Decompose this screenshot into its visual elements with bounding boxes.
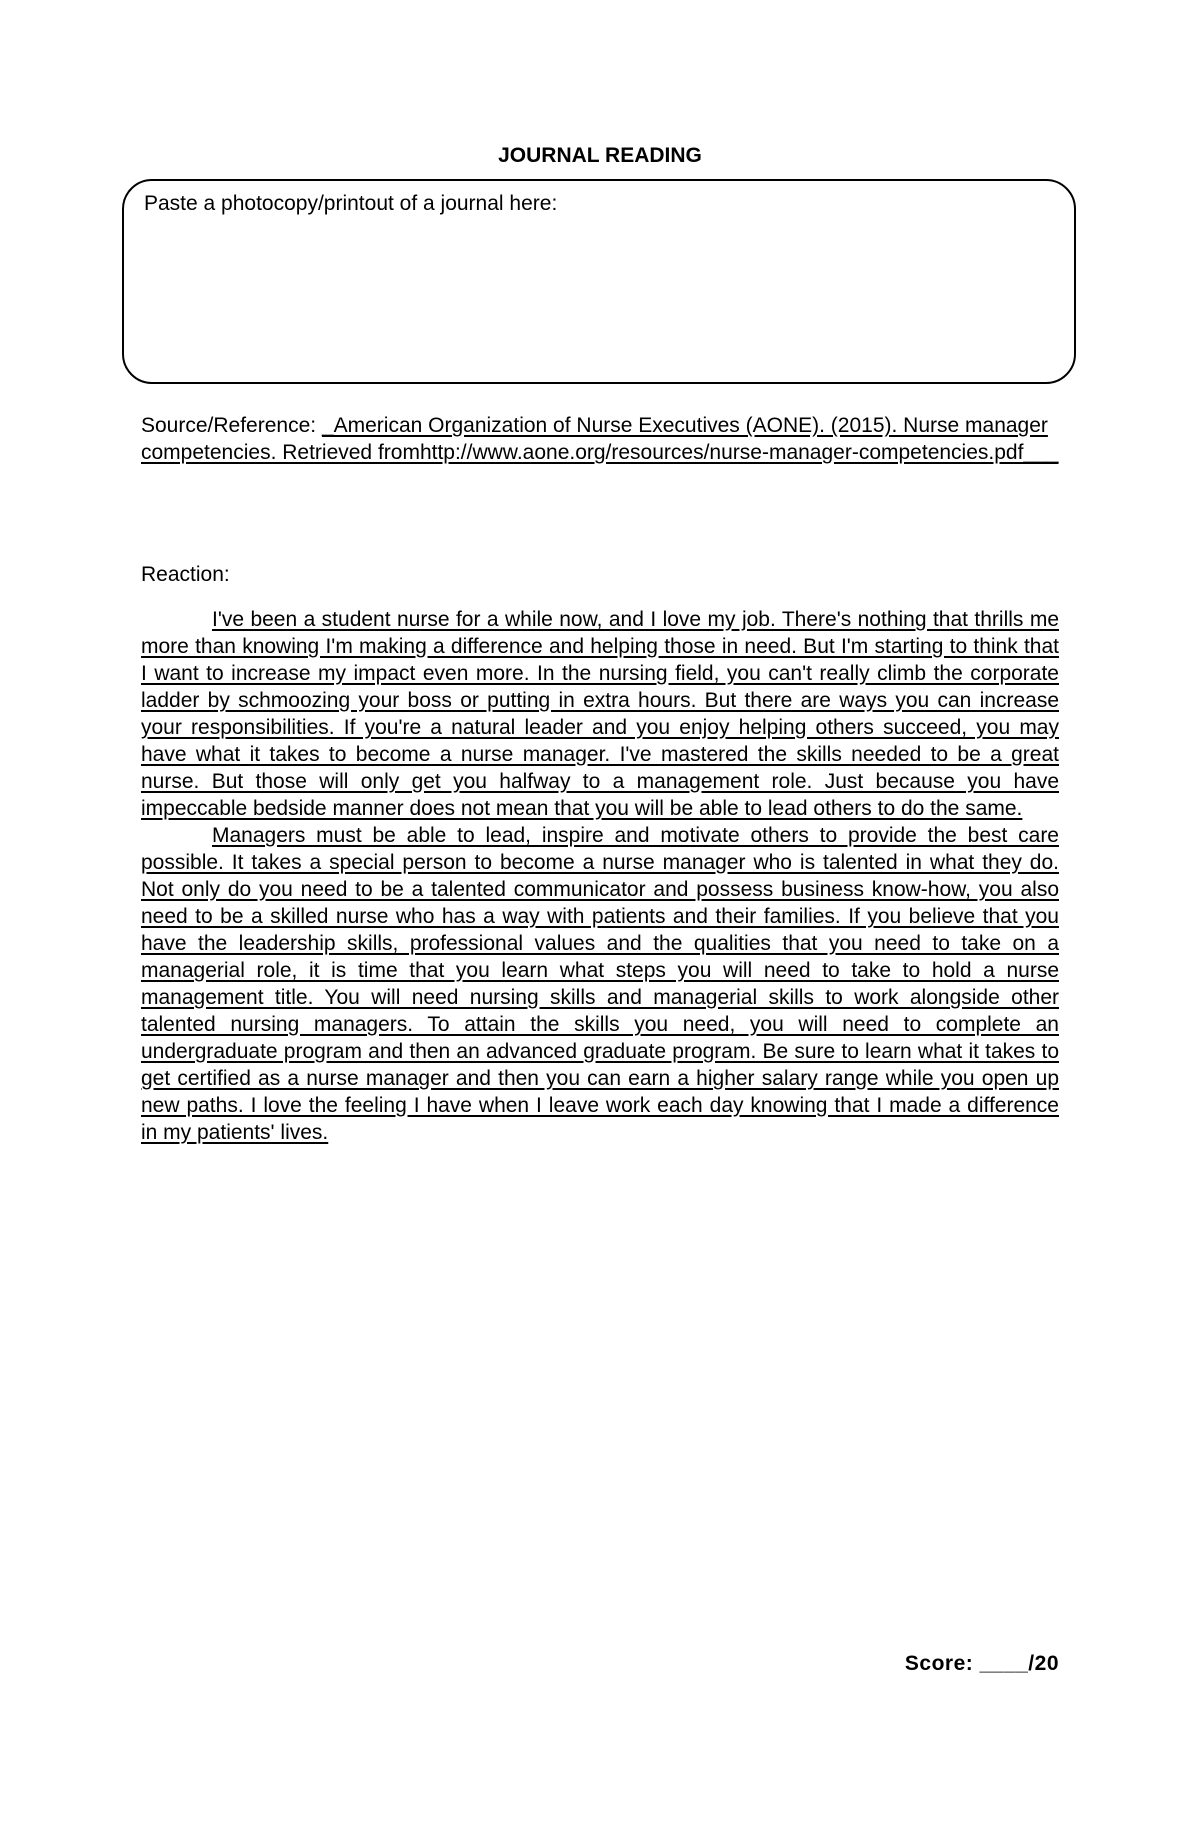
source-reference — [141, 412, 1061, 466]
reaction-label: Reaction: — [141, 563, 230, 586]
page-title: JOURNAL READING — [498, 144, 702, 167]
reaction-paragraph: I've been a student nurse for a while now, and I love my job. There's nothing that thrills me more than knowing I'm making a difference and helping those in need. But I'm starting to think that I want to increase my impact even more. In the nursing field, you can't really climb the corporate ladder by schmoozing your boss or putting in extra hours. But there are ways you can increase your responsibilities. If you're a natural leader and you enjoy helping others succeed, you may have what it takes to become a nurse manager. I've mastered the skills needed to be a great nurse. But those will only get you halfway to a management role. Just because you have impeccable bedside manner does not mean that you will be able to lead others to do the same. — [141, 608, 1059, 820]
reaction-body — [141, 606, 1059, 1146]
paste-instruction: Paste a photocopy/printout of a journal here: — [144, 192, 558, 215]
source-citation: _American Organization of Nurse Executives (AONE). (2015). Nurse manager competencies. Retrieved fromhttp://www.aone.org/resources/nurse-manager-competencies.pdf___ — [141, 414, 1059, 464]
score-field: Score: ____/20 — [904, 1652, 1059, 1675]
source-label: Source/Reference: — [141, 414, 322, 437]
reaction-paragraph: Managers must be able to lead, inspire and motivate others to provide the best care possible. It takes a special person to become a nurse manager who is talented in what they do. Not only do you need to be a talented communicator and possess business know-how, you also need to be a skilled nurse who has a way with patients and their families. If you believe that you have the leadership skills, professional values and the qualities that you need to take on a managerial role, it is time that you learn what steps you will need to take to hold a nurse management title. You will need nursing skills and managerial skills to work alongside other talented nursing managers. To attain the skills you need, you will need to complete an undergraduate program and then an advanced graduate program. Be sure to learn what it takes to get certified as a nurse manager and then you can earn a higher salary range while you open up new paths. I love the feeling I have when I leave work each day knowing that I made a difference in my patients' lives. — [141, 824, 1059, 1144]
journal-paste-area — [122, 179, 1076, 384]
